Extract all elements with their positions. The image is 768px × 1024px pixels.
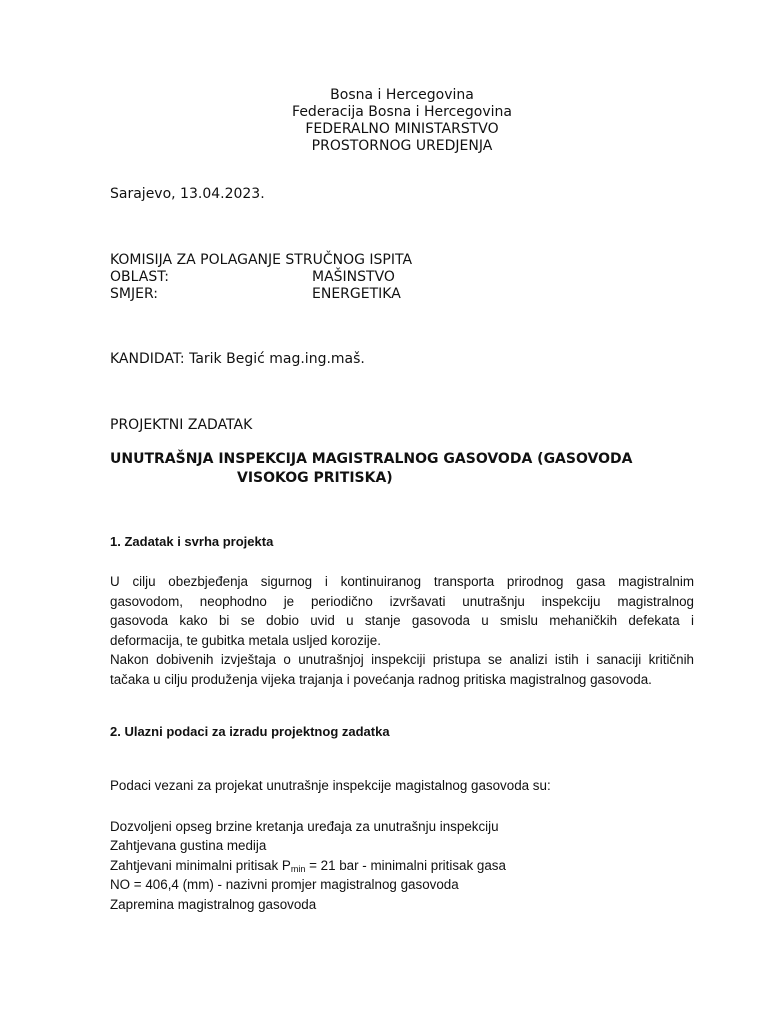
- paragraph-line: gasovoda kako bi se dobio uvid u stanje gasovoda u smislu mehaničkih defekata i: [110, 613, 694, 629]
- smjer-row: [110, 286, 401, 303]
- min-pressure-suffix: = 21 bar - minimalni pritisak gasa: [305, 858, 506, 873]
- header-ministry: FEDERALNO MINISTARSTVO: [305, 121, 499, 137]
- paragraph-line: Nakon dobivenih izvještaja o unutrašnjoj inspekciji pristupa se analizi istih i sanaciji kritičnih: [110, 652, 694, 668]
- input-item-medium-density: Zahtjevana gustina medija: [110, 838, 267, 853]
- commission-title: KOMISIJA ZA POLAGANJE STRUČNOG ISPITA: [110, 252, 413, 268]
- date-line: Sarajevo, 13.04.2023.: [110, 186, 265, 202]
- section-1-heading: 1. Zadatak i svrha projekta: [110, 534, 274, 549]
- document-header: [0, 87, 768, 155]
- section-2-heading: 2. Ulazni podaci za izradu projektnog zadatka: [110, 724, 390, 739]
- header-country: Bosna i Hercegovina: [330, 87, 474, 103]
- smjer-label: SMJER:: [110, 286, 158, 302]
- paragraph-line: U cilju obezbjeđenja sigurnog i kontinuiranog transporta prirodnog gasa magistralnim: [110, 574, 694, 589]
- section-2-intro: Podaci vezani za projekat unutrašnje inspekcije magistalnog gasovoda su:: [110, 778, 551, 793]
- input-item-min-pressure: [110, 856, 506, 876]
- project-subject: [110, 450, 670, 488]
- oblast-row: [110, 269, 395, 286]
- input-item-speed-range: Dozvoljeni opseg brzine kretanja uređaja za unutrašnju inspekciju: [110, 819, 499, 834]
- paragraph-line: tačaka u cilju produženja vijeka trajanja i povećanja radnog pritiska magistralnog gasovoda.: [110, 671, 652, 687]
- header-department: PROSTORNOG UREDJENJA: [311, 138, 493, 154]
- input-item-pipeline-volume: Zapremina magistralnog gasovoda: [110, 897, 317, 912]
- min-pressure-subscript: min: [290, 864, 306, 874]
- oblast-value: MAŠINSTVO: [312, 269, 395, 285]
- paragraph-line: deformacija, te gubitka metala usljed korozije.: [110, 632, 381, 648]
- subject-line-1: UNUTRAŠNJA INSPEKCIJA MAGISTRALNOG GASOVODA (GASOVODA: [110, 451, 633, 467]
- paragraph-line: gasovodom, neophodno je periodično izvršavati unutrašnju inspekciju magistralnog: [110, 593, 694, 609]
- input-item-nominal-diameter: NO = 406,4 (mm) - nazivni promjer magistralnog gasovoda: [110, 877, 459, 892]
- candidate-line: KANDIDAT: Tarik Begić mag.ing.maš.: [110, 351, 365, 367]
- subject-line-2: VISOKOG PRITISKA): [237, 470, 393, 486]
- min-pressure-prefix: Zahtjevani minimalni pritisak P: [110, 858, 291, 873]
- task-label: PROJEKTNI ZADATAK: [110, 417, 253, 433]
- smjer-value: ENERGETIKA: [312, 286, 401, 302]
- oblast-label: OBLAST:: [110, 269, 169, 285]
- section-1-paragraph: [110, 572, 694, 690]
- header-federation: Federacija Bosna i Hercegovina: [292, 104, 512, 120]
